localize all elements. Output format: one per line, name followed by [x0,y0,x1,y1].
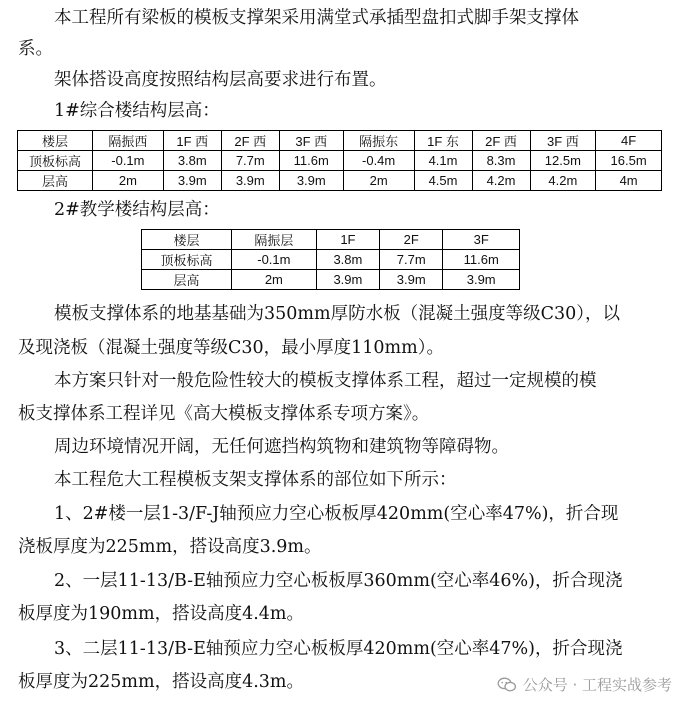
table-cell: 隔振东 [343,131,414,151]
table-cell: 8.3m [472,151,530,171]
table-cell: 层高 [18,171,93,191]
table-cell: 12.5m [530,151,596,171]
table-cell: 7.7m [380,250,443,270]
table-cell: 3.9m [380,270,443,290]
table-cell: 11.6m [443,250,520,270]
table-cell: 3.8m [163,151,221,171]
paragraph-scope: 本方案只针对一般危险性较大的模板支撑体系工程，超过一定规模的模 [54,371,597,391]
table-cell: 1F [316,230,379,250]
table-row [18,171,662,191]
table-cell: 2F [380,230,443,250]
table-cell: 4.5m [414,171,472,191]
paragraph-foundation: 模板支撑体系的地基基础为350mm厚防水板（混凝土强度等级C30），以 [54,304,620,324]
table-cell: 7.7m [221,151,279,171]
list-item-3-cont: 板厚度为225mm，搭设高度4.3m。 [18,672,305,692]
table-cell: 2m [93,171,164,191]
list-item-1-cont: 浇板厚度为225mm，搭设高度3.9m。 [18,537,322,557]
paragraph-foundation-cont: 及现浇板（混凝土强度等级C30，最小厚度110mm）。 [18,338,444,358]
table-cell: 2F 西 [221,131,279,151]
watermark-text: 公众号 · 工程实战参考 [522,676,672,694]
table-cell: 楼层 [18,131,93,151]
table-cell: 4.2m [472,171,530,191]
table-cell: 4F [596,131,662,151]
building-2-height-table [141,229,520,290]
table-cell: 顶板标高 [142,250,232,270]
building-1-height-table [17,130,662,191]
table-cell: 2F 西 [472,131,530,151]
paragraph-height: 架体搭设高度按照结构层高要求进行布置。 [54,70,387,90]
list-item-3: 3、二层11-13/B-E轴预应力空心板板厚420mm(空心率47%)，折合现浇 [54,639,623,659]
table-row [142,250,520,270]
heading-building-1: 1#综合楼结构层高： [54,101,220,121]
table-cell: 1F 西 [163,131,221,151]
table-cell: 层高 [142,270,232,290]
wechat-icon [497,677,517,693]
table-cell: -0.4m [343,151,414,171]
table-cell: 3.9m [221,171,279,191]
table-cell: 3.9m [443,270,520,290]
table-cell: 隔振层 [232,230,317,250]
table-cell: 4.2m [530,171,596,191]
table-cell: 顶板标高 [18,151,93,171]
table-cell: 楼层 [142,230,232,250]
table-row [142,270,520,290]
table-cell: 3.9m [279,171,343,191]
table-cell: 3.8m [316,250,379,270]
table-cell: 3.9m [316,270,379,290]
paragraph-environment: 周边环境情况开阔，无任何遮挡构筑物和建筑物等障碍物。 [54,437,509,457]
table-cell: 11.6m [279,151,343,171]
table-row [142,230,520,250]
table-cell: 4m [596,171,662,191]
table-cell: 1F 东 [414,131,472,151]
paragraph-scope-cont: 板支撑体系工程详见《高大模板支撑体系专项方案》。 [18,404,430,424]
table-cell: 3F [443,230,520,250]
table-row [18,131,662,151]
heading-building-2: 2#教学楼结构层高： [54,200,220,220]
table-cell: 隔振西 [93,131,164,151]
table-cell: 3F 西 [530,131,596,151]
list-item-1: 1、2#楼一层1-3/F-J轴预应力空心板板厚420mm(空心率47%)，折合现 [54,504,619,524]
list-item-2: 2、一层11-13/B-E轴预应力空心板板厚360mm(空心率46%)，折合现浇 [54,571,623,591]
paragraph-intro: 本工程所有梁板的模板支撑架采用满堂式承插型盘扣式脚手架支撑体 [54,8,579,28]
table-row [18,151,662,171]
paragraph-locations-intro: 本工程危大工程模板支架支撑体系的部位如下所示： [54,470,457,490]
table-cell: 3.9m [163,171,221,191]
list-item-2-cont: 板厚度为190mm，搭设高度4.4m。 [18,604,305,624]
table-cell: 2m [232,270,317,290]
table-cell: 4.1m [414,151,472,171]
table-cell: 3F 西 [279,131,343,151]
watermark [497,674,672,695]
table-cell: -0.1m [232,250,317,270]
table-cell: -0.1m [93,151,164,171]
paragraph-intro-cont: 系。 [18,39,53,59]
table-cell: 16.5m [596,151,662,171]
table-cell: 2m [343,171,414,191]
